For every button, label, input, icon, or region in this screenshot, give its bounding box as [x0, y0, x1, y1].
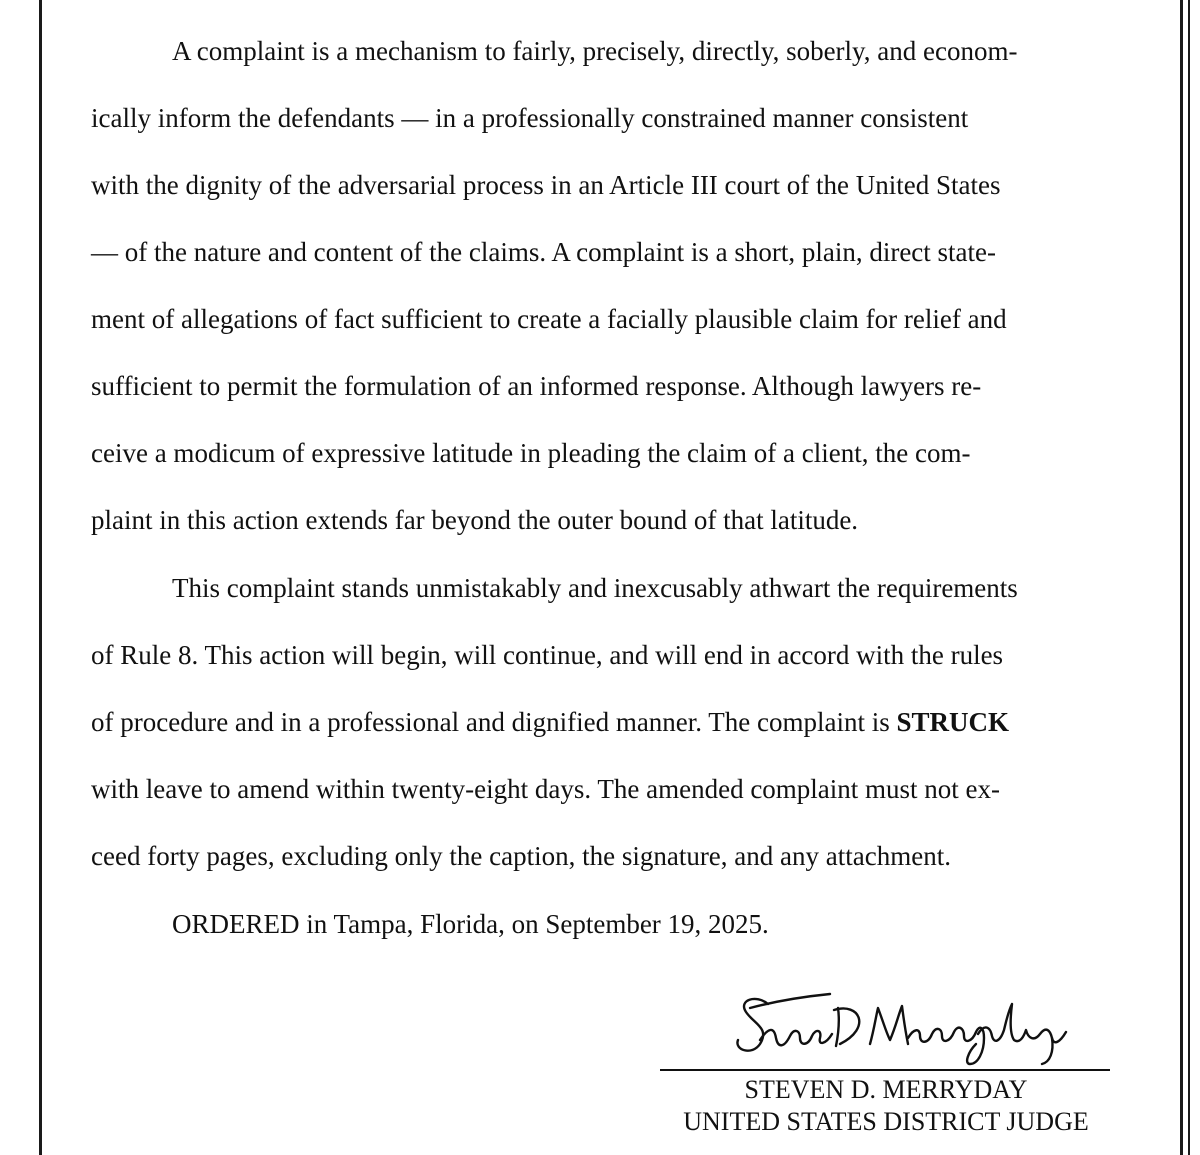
- text-line: — of the nature and content of the claims. A complaint is a short, plain, direct state-: [91, 237, 997, 267]
- text-line-with-emphasis: [91, 706, 1009, 738]
- text-line: ceed forty pages, excluding only the caption, the signature, and any attachment.: [91, 841, 951, 871]
- right-margin-border: [1180, 0, 1183, 1155]
- signature-line: [660, 1069, 1110, 1071]
- text-line: ment of allegations of fact sufficient to create a facially plausible claim for relief and: [91, 304, 1007, 334]
- text-line: ically inform the defendants — in a professionally constrained manner consistent: [91, 103, 969, 133]
- left-margin-border: [39, 0, 42, 1155]
- text-line: with the dignity of the adversarial process in an Article III court of the United States: [91, 170, 1001, 200]
- text-line: A complaint is a mechanism to fairly, precisely, directly, soberly, and econom-: [172, 36, 1018, 66]
- text-line: with leave to amend within twenty-eight days. The amended complaint must not ex-: [91, 774, 1001, 804]
- text-line: ceive a modicum of expressive latitude in pleading the claim of a client, the com-: [91, 438, 971, 468]
- text-line: sufficient to permit the formulation of an informed response. Although lawyers re-: [91, 371, 982, 401]
- handwritten-signature: [720, 978, 1080, 1068]
- text-segment: of procedure and in a professional and dignified manner. The complaint is: [91, 707, 897, 737]
- text-line: of Rule 8. This action will begin, will continue, and will end in accord with the rules: [91, 640, 1004, 670]
- text-line: This complaint stands unmistakably and inexcusably athwart the requirements: [172, 573, 1018, 603]
- text-line: plaint in this action extends far beyond the outer bound of that latitude.: [91, 505, 859, 535]
- judge-name: STEVEN D. MERRYDAY: [744, 1075, 1028, 1104]
- right-margin-border-outer: [1188, 0, 1190, 1155]
- judge-title: UNITED STATES DISTRICT JUDGE: [683, 1107, 1089, 1136]
- signature-block: [660, 978, 1112, 1154]
- struck-emphasis: STRUCK: [896, 707, 1010, 737]
- ordered-line: ORDERED in Tampa, Florida, on September 19, 2025.: [172, 909, 769, 939]
